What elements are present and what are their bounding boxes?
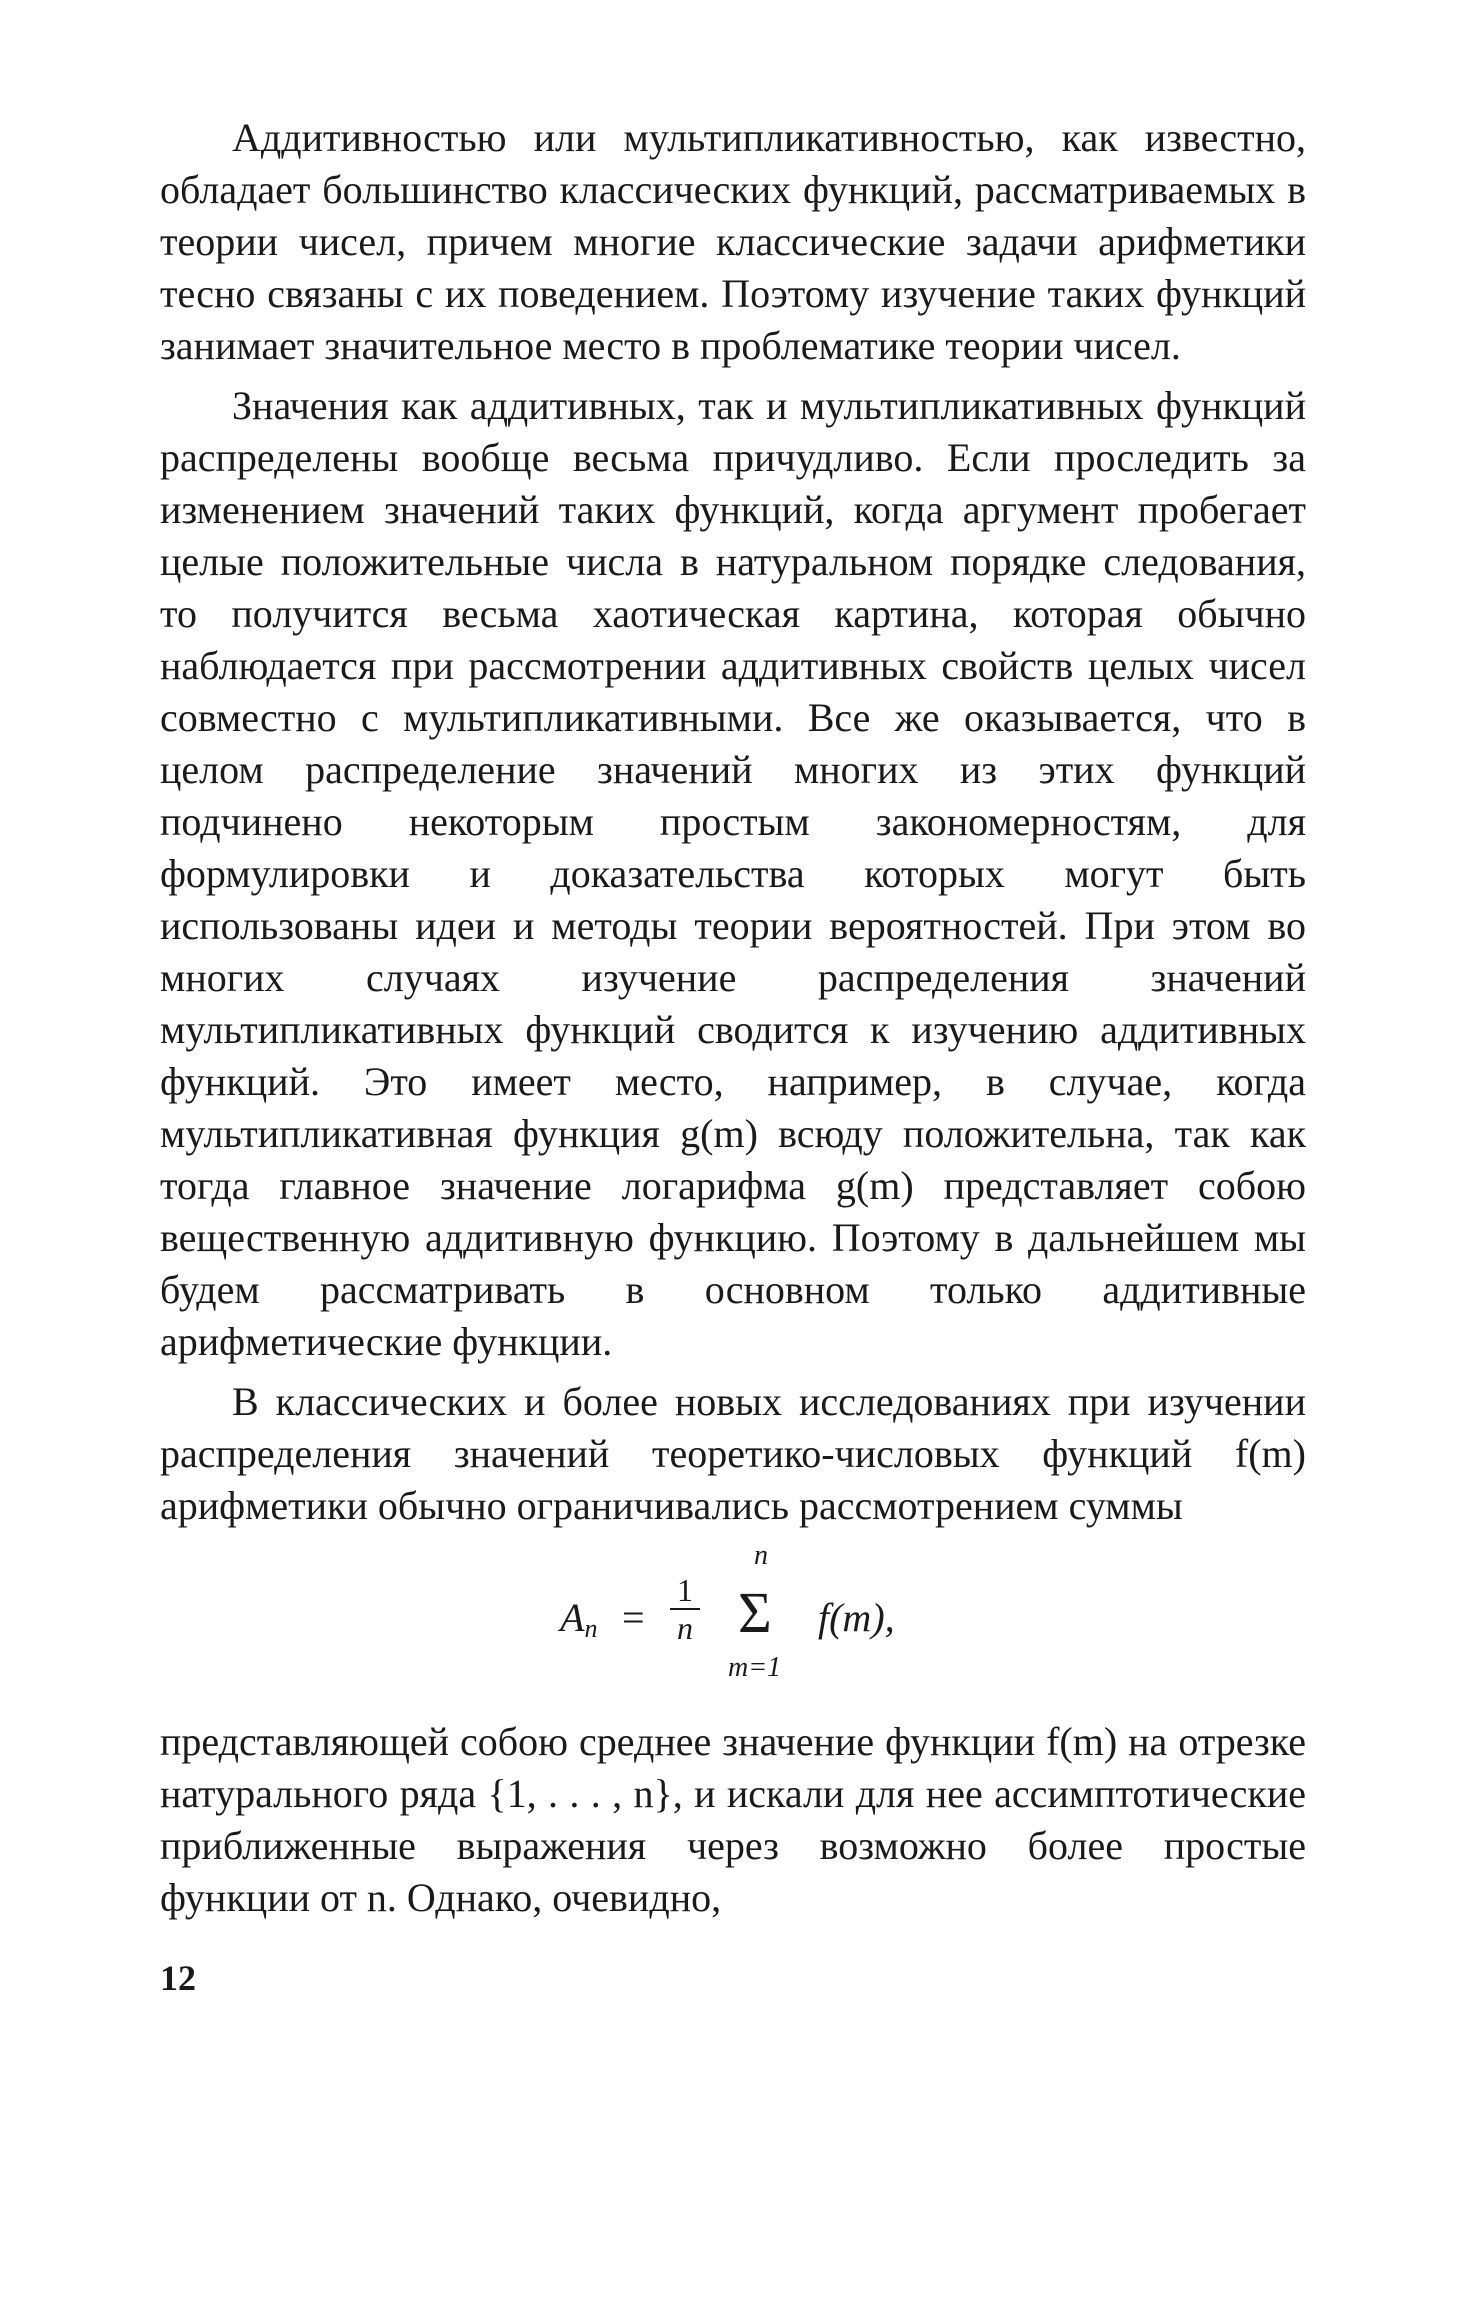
sum-lower-limit: m=1 — [728, 1652, 782, 1683]
fraction-denominator: n — [677, 1610, 693, 1646]
paragraph-3: В классических и более новых исследованиях при изучении распределения значений теоретико-числовых функций f(m) арифметики обычно ограничивались рассмотрением суммы — [160, 1379, 1306, 1528]
paragraph-4: представляющей собою среднее значение функции f(m) на отрезке натурального ряда {1, . . . , n}, и искали для нее ассимптотические приближенные выражения через возможно более простые функции от n. Однако, очевидно, — [160, 1719, 1306, 1920]
formula-lhs-subscript: n — [584, 1614, 598, 1643]
sum-formula — [160, 1536, 1306, 1696]
paragraph-1: Аддитивностью или мультипликативностью, как известно, обладает большинство классических функций, рассматриваемых в теории чисел, причем многие классические задачи арифметики тесно связаны с их поведением. Поэтому изучение таких функций занимает значительное место в проблематике теории чисел. — [160, 115, 1306, 368]
fraction-numerator: 1 — [670, 1572, 700, 1610]
page-body — [160, 112, 1306, 1924]
sigma-symbol: Σ — [738, 1580, 772, 1645]
formula-fraction — [670, 1572, 700, 1646]
formula-lhs: $A_n$ — [560, 1595, 598, 1643]
formula-equals: = — [622, 1595, 645, 1640]
page-number: 12 — [160, 1958, 196, 1998]
sum-upper-limit: n — [754, 1540, 768, 1571]
formula-term: f(m), — [818, 1595, 895, 1640]
paragraph-2: Значения как аддитивных, так и мультипликативных функций распределены вообще весьма причудливо. Если проследить за изменением значений таких функций, когда аргумент пробегает целые положительные числа в натуральном порядке следования, то получится весьма хаотическая картина, которая обычно наблюдается при рассмотрении аддитивных свойств целых чисел совместно с мультипликативными. Все же оказывается, что в целом распределение значений многих из этих функций подчинено некоторым простым закономерностям, для формулировки и доказательства которых могут быть использованы идеи и методы теории вероятностей. При этом во многих случаях изучение распределения значений мультипликативных функций сводится к изучению аддитивных функций. Это имеет место, например, в случае, когда мультипликативная функция g(m) всюду положительна, так как тогда главное значение логарифма g(m) представляет собою вещественную аддитивную функцию. Поэтому в дальнейшем мы будем рассматривать в основном только аддитивные арифметические функции. — [160, 383, 1306, 1364]
